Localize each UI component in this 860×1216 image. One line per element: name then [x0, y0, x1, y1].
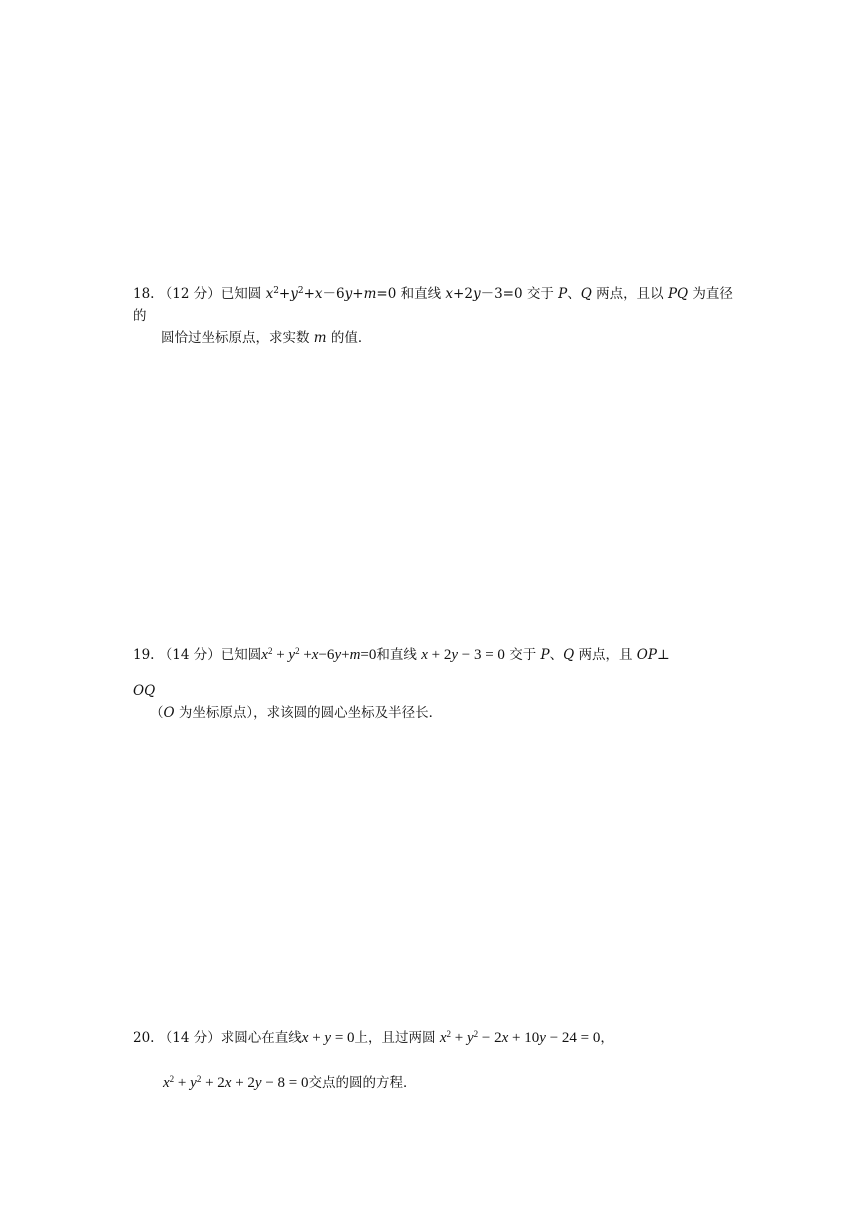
problem-19-line-2: OQ: [133, 683, 156, 699]
equation-line: x + 2y − 3 = 0: [421, 647, 505, 663]
problem-points: （12 分）: [158, 286, 221, 302]
problem-points: （14 分）: [158, 1030, 221, 1046]
problem-19-line-3: （O 为坐标原点），求该圆的圆心坐标及半径长．: [150, 705, 443, 721]
equation-circle-1: $x^2 + y^2 - 2x + 10y - 24 = 0$: [439, 1029, 601, 1046]
equation-circle: $x^2 + y^2 +x-6y+m=0$: [261, 646, 377, 663]
equation-center-line: x + y = 0: [301, 1030, 355, 1046]
problem-number: 18.: [133, 286, 155, 302]
problem-18-line-1: 18. （12 分）已知圆 $x^2+y^2+x-6y+m=0$ 和直线 x+2y－3=0 交于 P、Q 两点，且以 PQ 为直径: [133, 286, 733, 302]
equation-circle-2: $x^2 + y^2 + 2x + 2y - 8 = 0$: [163, 1074, 309, 1091]
problem-number: 20.: [133, 1030, 155, 1046]
equation-line: x+2y－3=0: [445, 286, 523, 302]
problem-18-line-3: 圆恰过坐标原点，求实数 m 的值．: [161, 330, 372, 346]
problem-19-line-1: 19. （14 分）已知圆$x^2 + y^2 +x-6y+m=0$和直线 x + 2y − 3 = 0 交于 P、Q 两点，且 OP⊥: [133, 646, 670, 663]
problem-points: （14 分）: [158, 647, 221, 663]
problem-number: 19.: [133, 647, 155, 663]
problem-20-line-1: 20. （14 分）求圆心在直线x + y = 0上，且过两圆 $x^2 + y^2 - 2x + 10y - 24 = 0$，: [133, 1029, 614, 1046]
problem-18-line-2: 的: [133, 308, 147, 324]
problem-20-line-2: $x^2 + y^2 + 2x + 2y - 8 = 0$交点的圆的方程．: [163, 1074, 417, 1091]
equation-circle: $x^2+y^2+x-6y+m=0$: [265, 286, 397, 302]
